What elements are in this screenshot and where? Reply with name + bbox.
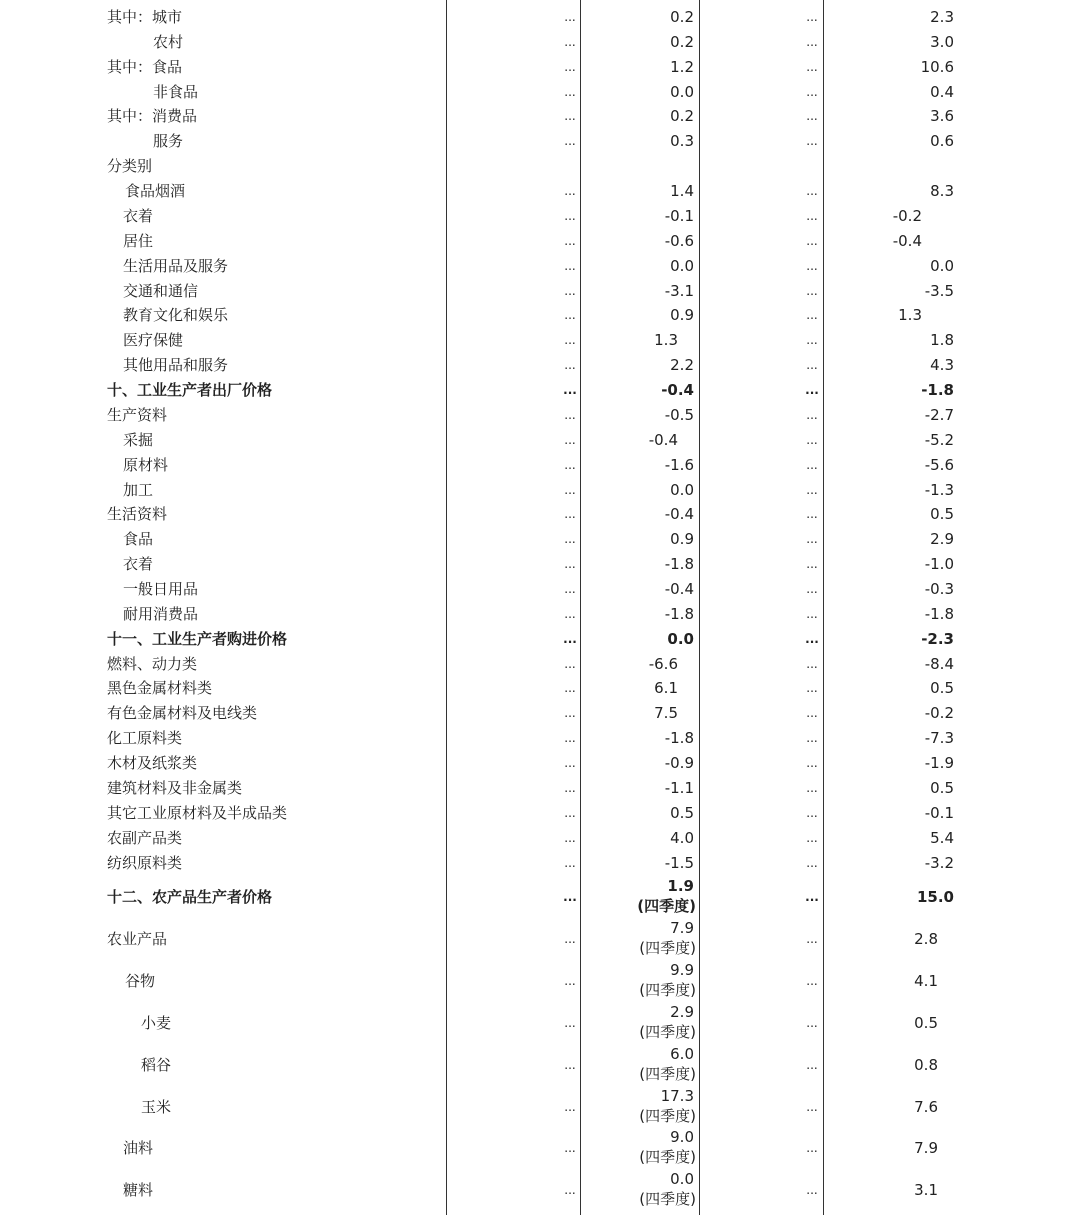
value-cell-1: -0.9 (664, 754, 694, 773)
ellipsis-cell: ... (806, 10, 818, 24)
ellipsis-cell: ... (564, 233, 576, 248)
value-cell-1: 0.9 (670, 530, 694, 549)
row-label: 其他用品和服务 (123, 356, 229, 375)
table-row (0, 678, 1080, 698)
ellipsis-cell: ... (564, 208, 576, 223)
ellipsis-cell: ... (563, 631, 577, 646)
table-row (0, 579, 1080, 599)
value-number: 17.3 (660, 1086, 694, 1105)
value-cell-2: 0.0 (930, 256, 954, 275)
row-label: 小麦 (141, 1013, 172, 1032)
value-cell-1: 0.2 (670, 107, 694, 126)
value-cell-1 (639, 1169, 694, 1209)
ellipsis-cell: ... (564, 706, 576, 721)
table-row (0, 778, 1080, 798)
ellipsis-cell: ... (806, 134, 818, 149)
table-row (0, 1127, 1080, 1169)
ellipsis-cell: ... (806, 931, 818, 946)
table-row (0, 455, 1080, 475)
value-cell-1: 1.4 (670, 182, 694, 201)
table-row (0, 1044, 1080, 1086)
value-cell-2: 0.5 (930, 679, 954, 698)
row-label: 衣着 (123, 206, 154, 225)
ellipsis-cell: ... (806, 184, 818, 199)
value-cell-1 (639, 1127, 694, 1167)
ellipsis-cell: ... (806, 482, 818, 497)
row-label: 生活用品及服务 (123, 256, 229, 275)
row-label: 稻谷 (141, 1055, 172, 1074)
value-cell-1 (639, 1002, 694, 1042)
table-row (0, 131, 1080, 151)
value-number: 1.9 (667, 877, 694, 895)
value-cell-1: 0.0 (670, 82, 694, 101)
value-cell-2: 8.3 (930, 182, 954, 201)
ellipsis-cell: ... (564, 830, 576, 845)
ellipsis-cell: ... (806, 1183, 818, 1198)
table-row (0, 231, 1080, 251)
row-label: 食品烟酒 (125, 182, 186, 201)
value-cell-2: 1.8 (930, 331, 954, 350)
value-cell-2: 7.6 (914, 1097, 938, 1116)
row-label: 玉米 (141, 1097, 172, 1116)
value-cell-1: -0.1 (664, 206, 694, 225)
table-row (0, 918, 1080, 960)
value-cell-2: -0.2 (924, 704, 954, 723)
table-row (0, 281, 1080, 301)
table-row (0, 828, 1080, 848)
value-cell-1: -0.4 (664, 505, 694, 524)
value-cell-1: -1.8 (664, 604, 694, 623)
row-label: 其中：食品 (107, 57, 183, 76)
value-cell-1: -1.6 (664, 455, 694, 474)
value-cell-2: -1.9 (924, 754, 954, 773)
value-cell-2: -1.8 (924, 604, 954, 623)
table-row (0, 480, 1080, 500)
value-cell-2: -1.0 (924, 555, 954, 574)
row-label: 建筑材料及非金属类 (107, 778, 243, 797)
quarter-note: (四季度) (639, 1148, 696, 1167)
value-cell-2: 3.6 (930, 107, 954, 126)
ellipsis-cell: ... (564, 780, 576, 795)
ellipsis-cell: ... (564, 855, 576, 870)
ellipsis-cell: ... (806, 1015, 818, 1030)
ellipsis-cell: ... (806, 507, 818, 522)
value-cell-2: 3.1 (914, 1181, 938, 1200)
value-cell-1: -6.6 (648, 654, 678, 673)
ellipsis-cell: ... (564, 507, 576, 522)
table-row (0, 380, 1080, 400)
table-row (0, 703, 1080, 723)
value-cell-2: 3.0 (930, 32, 954, 51)
ellipsis-cell: ... (564, 1057, 576, 1072)
row-label: 其它工业原材料及半成品类 (107, 803, 288, 822)
ellipsis-cell: ... (564, 805, 576, 820)
ellipsis-cell: ... (564, 681, 576, 696)
row-label: 一般日用品 (123, 580, 199, 598)
value-cell-1: 0.0 (670, 480, 694, 499)
row-label: 非食品 (153, 82, 199, 101)
table-row (0, 57, 1080, 77)
value-cell-1 (639, 918, 694, 958)
row-label: 农村 (153, 32, 184, 51)
table-row (0, 960, 1080, 1002)
quarter-note: (四季度) (639, 1022, 696, 1041)
table-row (0, 504, 1080, 524)
ellipsis-cell: ... (806, 34, 818, 49)
ellipsis-cell: ... (806, 208, 818, 223)
table-row (0, 1169, 1080, 1211)
value-cell-2: 0.4 (930, 82, 954, 101)
row-label: 服务 (153, 132, 184, 151)
quarter-note: (四季度) (637, 897, 696, 915)
value-cell-1: 0.9 (670, 306, 694, 325)
value-cell-1 (639, 960, 694, 1000)
table-row (0, 629, 1080, 649)
value-cell-2: -0.3 (924, 580, 954, 598)
ellipsis-cell: ... (564, 1141, 576, 1156)
ellipsis-cell: ... (806, 681, 818, 696)
row-label: 交通和通信 (123, 281, 199, 300)
row-label: 居住 (123, 231, 154, 250)
value-cell-2: 1.3 (898, 306, 922, 325)
table-row (0, 803, 1080, 823)
table-row (0, 654, 1080, 674)
row-label: 农副产品类 (107, 828, 183, 847)
ellipsis-cell: ... (805, 383, 819, 398)
ellipsis-cell: ... (564, 109, 576, 124)
ellipsis-cell: ... (806, 1099, 818, 1114)
value-cell-1 (639, 1044, 694, 1084)
table-row (0, 181, 1080, 201)
row-label: 生活资料 (107, 505, 168, 524)
table-row (0, 206, 1080, 226)
ellipsis-cell: ... (806, 109, 818, 124)
ellipsis-cell: ... (806, 582, 818, 596)
value-cell-2: -2.7 (924, 405, 954, 424)
quarter-note: (四季度) (639, 1064, 696, 1083)
table-row (0, 853, 1080, 873)
row-label: 原材料 (123, 455, 169, 474)
ellipsis-cell: ... (564, 457, 576, 472)
ellipsis-cell: ... (806, 457, 818, 472)
value-number: 6.0 (670, 1044, 694, 1063)
value-cell-1: 0.3 (670, 132, 694, 151)
table-row (0, 156, 1080, 176)
ellipsis-cell: ... (564, 482, 576, 497)
table-row (0, 876, 1080, 918)
table-row (0, 32, 1080, 52)
value-cell-1: 4.0 (670, 828, 694, 847)
value-cell-1: -1.8 (664, 555, 694, 574)
value-cell-2: 15.0 (916, 888, 954, 906)
row-label: 十二、农产品生产者价格 (107, 888, 273, 906)
table-row (0, 330, 1080, 350)
ellipsis-cell: ... (564, 59, 576, 74)
row-label: 十一、工业生产者购进价格 (107, 629, 288, 648)
ellipsis-cell: ... (564, 358, 576, 373)
value-cell-2: -0.4 (892, 231, 922, 250)
ellipsis-cell: ... (564, 258, 576, 273)
ellipsis-cell: ... (564, 973, 576, 988)
row-label: 采掘 (123, 430, 154, 449)
ellipsis-cell: ... (564, 931, 576, 946)
value-cell-2: -0.2 (892, 206, 922, 225)
value-cell-1: 1.3 (654, 331, 678, 350)
ellipsis-cell: ... (564, 84, 576, 99)
ellipsis-cell: ... (563, 383, 577, 398)
value-cell-1: 0.0 (667, 629, 694, 648)
table-row (0, 256, 1080, 276)
value-cell-1: 0.2 (670, 8, 694, 26)
value-cell-1: -1.5 (664, 853, 694, 872)
value-cell-2: 5.4 (930, 828, 954, 847)
quarter-note: (四季度) (639, 938, 696, 957)
row-label: 纺织原料类 (107, 853, 183, 872)
value-cell-2: -3.5 (924, 281, 954, 300)
row-label: 衣着 (123, 555, 154, 574)
ellipsis-cell: ... (564, 606, 576, 621)
value-cell-2: 7.9 (914, 1139, 938, 1158)
row-label: 谷物 (125, 971, 156, 990)
ellipsis-cell: ... (806, 830, 818, 845)
table-row (0, 1086, 1080, 1128)
ellipsis-cell: ... (564, 432, 576, 447)
value-cell-2: 0.8 (914, 1055, 938, 1074)
row-label: 木材及纸浆类 (107, 754, 198, 773)
value-number: 9.0 (670, 1128, 694, 1147)
row-label: 教育文化和娱乐 (123, 306, 229, 325)
ellipsis-cell: ... (564, 532, 576, 547)
quarter-note: (四季度) (639, 1106, 696, 1125)
ellipsis-cell: ... (806, 973, 818, 988)
value-number: 2.9 (670, 1002, 694, 1021)
row-label: 生产资料 (107, 405, 168, 424)
ellipsis-cell: ... (564, 1015, 576, 1030)
ellipsis-cell: ... (806, 855, 818, 870)
value-cell-2: 10.6 (920, 57, 954, 76)
value-cell-2: -5.2 (924, 430, 954, 449)
ellipsis-cell: ... (564, 557, 576, 572)
value-cell-2: -5.6 (924, 455, 954, 474)
ellipsis-cell: ... (806, 805, 818, 820)
row-label: 加工 (123, 480, 154, 499)
ellipsis-cell: ... (564, 34, 576, 49)
table-row (0, 529, 1080, 549)
value-cell-1: -1.1 (664, 778, 694, 797)
ellipsis-cell: ... (806, 258, 818, 273)
value-cell-1: 7.5 (654, 704, 678, 723)
ellipsis-cell: ... (564, 1099, 576, 1114)
value-cell-1: -3.1 (664, 281, 694, 300)
quarter-note: (四季度) (639, 1190, 696, 1209)
row-label: 农业产品 (107, 929, 168, 948)
value-cell-1: -0.5 (664, 405, 694, 424)
value-cell-2: -1.3 (924, 480, 954, 499)
value-cell-1 (639, 1086, 694, 1126)
ellipsis-cell: ... (564, 582, 576, 596)
ellipsis-cell: ... (805, 890, 819, 904)
table-row (0, 305, 1080, 325)
ellipsis-cell: ... (563, 890, 577, 904)
value-cell-2: 0.5 (930, 778, 954, 797)
ellipsis-cell: ... (806, 1141, 818, 1156)
value-cell-2: -2.3 (921, 629, 954, 648)
value-cell-2: 4.3 (930, 356, 954, 375)
ellipsis-cell: ... (806, 233, 818, 248)
row-label: 黑色金属材料类 (107, 679, 213, 698)
value-number: 7.9 (670, 918, 694, 937)
ellipsis-cell: ... (806, 706, 818, 721)
row-label: 耐用消费品 (123, 604, 199, 623)
value-cell-2: -8.4 (924, 654, 954, 673)
value-cell-2: 2.9 (930, 530, 954, 549)
value-cell-2: -1.8 (921, 381, 954, 400)
ellipsis-cell: ... (564, 407, 576, 422)
value-cell-2: 0.5 (914, 1013, 938, 1032)
table-row (0, 1002, 1080, 1044)
ellipsis-cell: ... (805, 631, 819, 646)
value-cell-1: 2.2 (670, 356, 694, 375)
row-label: 食品 (123, 530, 154, 549)
row-label: 十、工业生产者出厂价格 (107, 381, 273, 400)
value-cell-1: 0.0 (670, 256, 694, 275)
value-cell-1: -0.4 (664, 580, 694, 598)
row-label: 有色金属材料及电线类 (107, 704, 258, 723)
table-row (0, 405, 1080, 425)
ellipsis-cell: ... (564, 184, 576, 199)
row-label: 油料 (123, 1139, 154, 1158)
table-row (0, 753, 1080, 773)
value-cell-1: -0.4 (648, 430, 678, 449)
table-row (0, 82, 1080, 102)
ellipsis-cell: ... (564, 1183, 576, 1198)
ellipsis-cell: ... (806, 308, 818, 323)
ellipsis-cell: ... (806, 780, 818, 795)
value-cell-2: 2.3 (930, 8, 954, 26)
ellipsis-cell: ... (806, 407, 818, 422)
value-cell-2: -3.2 (924, 853, 954, 872)
ellipsis-cell: ... (564, 756, 576, 771)
value-cell-1: -0.6 (664, 231, 694, 250)
table-row (0, 728, 1080, 748)
value-cell-2: -7.3 (924, 729, 954, 748)
table-row (0, 355, 1080, 375)
value-cell-2: 2.8 (914, 929, 938, 948)
ellipsis-cell: ... (564, 134, 576, 149)
ellipsis-cell: ... (806, 59, 818, 74)
ellipsis-cell: ... (806, 756, 818, 771)
value-cell-2: 0.6 (930, 132, 954, 151)
row-label: 医疗保健 (123, 331, 184, 350)
ellipsis-cell: ... (806, 731, 818, 746)
value-cell-1: -1.8 (664, 729, 694, 748)
ellipsis-cell: ... (806, 358, 818, 373)
quarter-note: (四季度) (639, 980, 696, 999)
row-label: 化工原料类 (107, 729, 183, 748)
row-label: 其中：消费品 (107, 107, 198, 126)
ellipsis-cell: ... (564, 333, 576, 348)
value-cell-2: -0.1 (924, 803, 954, 822)
ellipsis-cell: ... (806, 1057, 818, 1072)
row-label: 燃料、动力类 (107, 654, 198, 673)
ellipsis-cell: ... (806, 84, 818, 99)
value-cell-1: 1.2 (670, 57, 694, 76)
ellipsis-cell: ... (806, 532, 818, 547)
table-row (0, 7, 1080, 27)
ellipsis-cell: ... (564, 308, 576, 323)
ellipsis-cell: ... (564, 731, 576, 746)
value-cell-1: 0.5 (670, 803, 694, 822)
value-number: 9.9 (670, 960, 694, 979)
table-row (0, 106, 1080, 126)
ellipsis-cell: ... (806, 656, 818, 671)
ellipsis-cell: ... (806, 606, 818, 621)
row-label: 分类别 (107, 157, 153, 176)
value-cell-1: 6.1 (654, 679, 678, 698)
value-cell-1: 0.2 (670, 32, 694, 51)
value-cell-2: 0.5 (930, 505, 954, 524)
row-label: 糖料 (123, 1181, 154, 1200)
value-cell-1 (637, 876, 694, 916)
value-cell-1: -0.4 (661, 381, 694, 400)
ellipsis-cell: ... (806, 432, 818, 447)
ellipsis-cell: ... (806, 283, 818, 298)
table-row (0, 554, 1080, 574)
table-row (0, 430, 1080, 450)
row-label: 其中：城市 (107, 8, 183, 26)
ellipsis-cell: ... (806, 333, 818, 348)
ellipsis-cell: ... (564, 283, 576, 298)
value-number: 0.0 (670, 1170, 694, 1189)
ellipsis-cell: ... (806, 557, 818, 572)
value-cell-2: 4.1 (914, 971, 938, 990)
table-row (0, 604, 1080, 624)
ellipsis-cell: ... (564, 656, 576, 671)
ellipsis-cell: ... (564, 10, 576, 24)
